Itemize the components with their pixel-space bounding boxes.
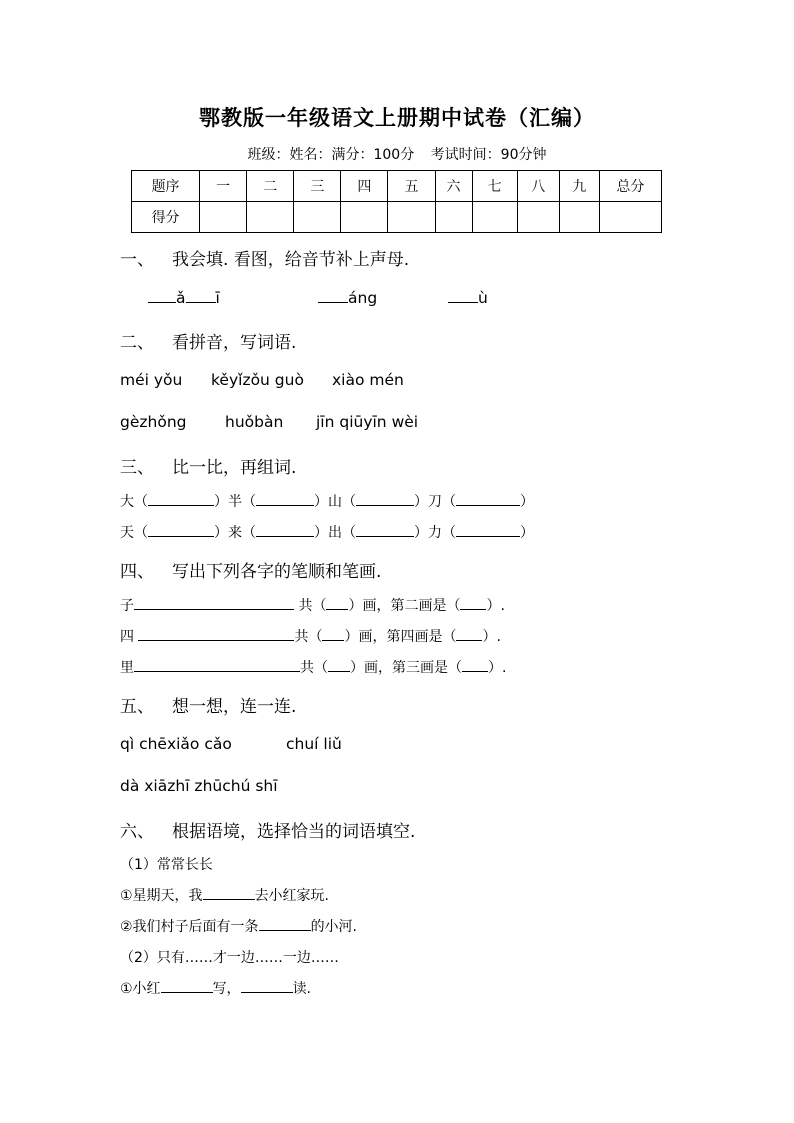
text: 写， <box>212 981 241 997</box>
score-input-cell[interactable] <box>517 202 559 233</box>
q1-item-2 <box>318 288 377 307</box>
answer-blank[interactable] <box>322 626 344 641</box>
q3-row-1: 大（ ）半（ ）山（ ）刀（ ） <box>120 491 534 511</box>
text: 读. <box>292 981 312 997</box>
table-cell: 得分 <box>132 202 200 233</box>
section-instruction: 根据语境，选择恰当的词语填空. <box>172 822 416 842</box>
score-table-header-row <box>132 171 662 202</box>
section-number: 一、 <box>120 250 154 270</box>
page-title: 鄂教版一年级语文上册期中试卷（汇编） <box>199 105 595 130</box>
char-label: 天 <box>120 525 134 541</box>
q6-group-1-words: （1）常常长长 <box>120 857 213 873</box>
char-label: 出 <box>328 525 342 541</box>
section-instruction: 看拼音，写词语. <box>172 333 297 353</box>
section-3-heading <box>120 453 296 478</box>
answer-blank[interactable] <box>356 491 414 506</box>
section-number: 四、 <box>120 562 154 582</box>
text: ）. <box>488 660 507 676</box>
q2-pinyin-4: gèzhǒng <box>120 413 187 431</box>
text: ）画，第三画是（ <box>350 660 462 676</box>
answer-blank[interactable] <box>456 522 520 537</box>
answer-blank[interactable] <box>460 595 486 610</box>
score-input-cell[interactable] <box>435 202 472 233</box>
section-number: 五、 <box>120 697 154 717</box>
section-number: 二、 <box>120 333 154 353</box>
answer-blank[interactable] <box>259 916 311 931</box>
text: ）画，第二画是（ <box>348 598 461 614</box>
answer-blank[interactable] <box>256 491 314 506</box>
text: 共（ <box>298 598 327 614</box>
answer-blank[interactable] <box>326 595 348 610</box>
score-input-cell[interactable] <box>599 202 661 233</box>
text: 去小红家玩. <box>254 888 330 904</box>
section-1-heading <box>120 245 409 270</box>
q2-pinyin-2: kěyǐzǒu guò <box>211 371 304 389</box>
char-label: 半 <box>228 494 242 510</box>
section-instruction: 写出下列各字的笔顺和笔画. <box>172 562 382 582</box>
answer-blank[interactable] <box>456 491 520 506</box>
answer-blank[interactable] <box>203 885 255 900</box>
answer-blank[interactable] <box>456 626 482 641</box>
exam-info <box>0 144 794 164</box>
char-label: 来 <box>228 525 242 541</box>
table-cell: 七 <box>472 171 517 202</box>
char-label: 力 <box>428 525 442 541</box>
q4-line-2 <box>120 626 501 646</box>
syllable-part: ǎ <box>176 289 186 307</box>
char-label: 山 <box>328 494 342 510</box>
score-input-cell[interactable] <box>472 202 517 233</box>
q4-line-3 <box>120 657 506 677</box>
q2-pinyin-5: huǒbàn <box>225 413 284 431</box>
text: ）画，第四画是（ <box>344 629 457 645</box>
text: 的小河. <box>310 919 358 935</box>
score-input-cell[interactable] <box>247 202 294 233</box>
q2-pinyin-3: xiào mén <box>332 371 404 389</box>
section-instruction: 比一比，再组词. <box>172 458 297 478</box>
text: ②我们村子后面有一条 <box>120 919 259 935</box>
q5-pinyin-2[interactable]: chuí liǔ <box>286 735 342 753</box>
char-label: 刀 <box>428 494 442 510</box>
score-input-cell[interactable] <box>294 202 341 233</box>
text: ）. <box>482 629 501 645</box>
answer-blank[interactable] <box>161 978 213 993</box>
answer-blank[interactable] <box>186 288 216 303</box>
table-cell: 总分 <box>599 171 661 202</box>
q6-sentence-2 <box>120 916 357 936</box>
answer-blank[interactable] <box>256 522 314 537</box>
table-cell: 六 <box>435 171 472 202</box>
table-cell: 一 <box>200 171 247 202</box>
stroke-order-blank[interactable] <box>134 595 294 610</box>
table-cell: 九 <box>559 171 599 202</box>
q2-pinyin-1: méi yǒu <box>120 371 183 389</box>
score-table-score-row <box>132 202 662 233</box>
syllable-part: ī <box>215 289 220 307</box>
table-cell: 四 <box>341 171 388 202</box>
text: 共（ <box>300 660 328 676</box>
text: ）. <box>486 598 505 614</box>
answer-blank[interactable] <box>328 657 350 672</box>
char-label: 四 <box>120 629 134 645</box>
score-input-cell[interactable] <box>341 202 388 233</box>
score-table <box>131 170 662 233</box>
q3-row-2: 天（ ）来（ ）出（ ）力（ ） <box>120 522 534 542</box>
section-instruction: 想一想，连一连. <box>172 697 297 717</box>
answer-blank[interactable] <box>462 657 488 672</box>
q1-item-3 <box>448 288 488 307</box>
score-input-cell[interactable] <box>559 202 599 233</box>
score-input-cell[interactable] <box>200 202 247 233</box>
class-name-score-label: 班级：姓名：满分：100分 <box>247 147 415 163</box>
q6-sentence-1 <box>120 885 329 905</box>
answer-blank[interactable] <box>241 978 293 993</box>
q5-pinyin-1[interactable]: qì chēxiǎo cǎo <box>120 735 232 753</box>
q2-pinyin-6: jīn qiūyīn wèi <box>316 413 419 431</box>
section-5-heading <box>120 692 296 717</box>
q5-pinyin-3[interactable]: dà xiāzhī zhūchú shī <box>120 777 278 795</box>
table-cell: 三 <box>294 171 341 202</box>
q6-group-2-words: （2）只有……才一边……一边…… <box>120 950 339 966</box>
section-instruction: 我会填. 看图，给音节补上声母. <box>172 250 410 270</box>
answer-blank[interactable] <box>356 522 414 537</box>
answer-blank[interactable] <box>448 288 478 303</box>
text: ①小红 <box>120 981 161 997</box>
text: ①星期天，我 <box>120 888 203 904</box>
char-label: 里 <box>120 660 134 676</box>
syllable-part: ù <box>478 289 488 307</box>
answer-blank[interactable] <box>148 288 176 303</box>
table-cell: 二 <box>247 171 294 202</box>
section-4-heading <box>120 557 381 582</box>
answer-blank[interactable] <box>318 288 348 303</box>
answer-blank[interactable] <box>148 491 214 506</box>
table-cell: 题序 <box>132 171 200 202</box>
table-cell: 八 <box>517 171 559 202</box>
table-cell: 五 <box>388 171 435 202</box>
q6-sentence-3 <box>120 978 311 998</box>
section-6-heading <box>120 817 415 842</box>
answer-blank[interactable] <box>148 522 214 537</box>
q4-line-1 <box>120 595 505 615</box>
syllable-part: áng <box>348 289 378 307</box>
q1-item-1 <box>148 288 220 307</box>
score-input-cell[interactable] <box>388 202 435 233</box>
char-label: 大 <box>120 494 134 510</box>
section-2-heading <box>120 328 296 353</box>
section-number: 三、 <box>120 458 154 478</box>
exam-time-label: 考试时间：90分钟 <box>430 147 547 163</box>
stroke-order-blank[interactable] <box>138 626 294 641</box>
stroke-order-blank[interactable] <box>134 657 300 672</box>
text: 共（ <box>294 629 323 645</box>
section-number: 六、 <box>120 822 154 842</box>
char-label: 子 <box>120 598 134 614</box>
